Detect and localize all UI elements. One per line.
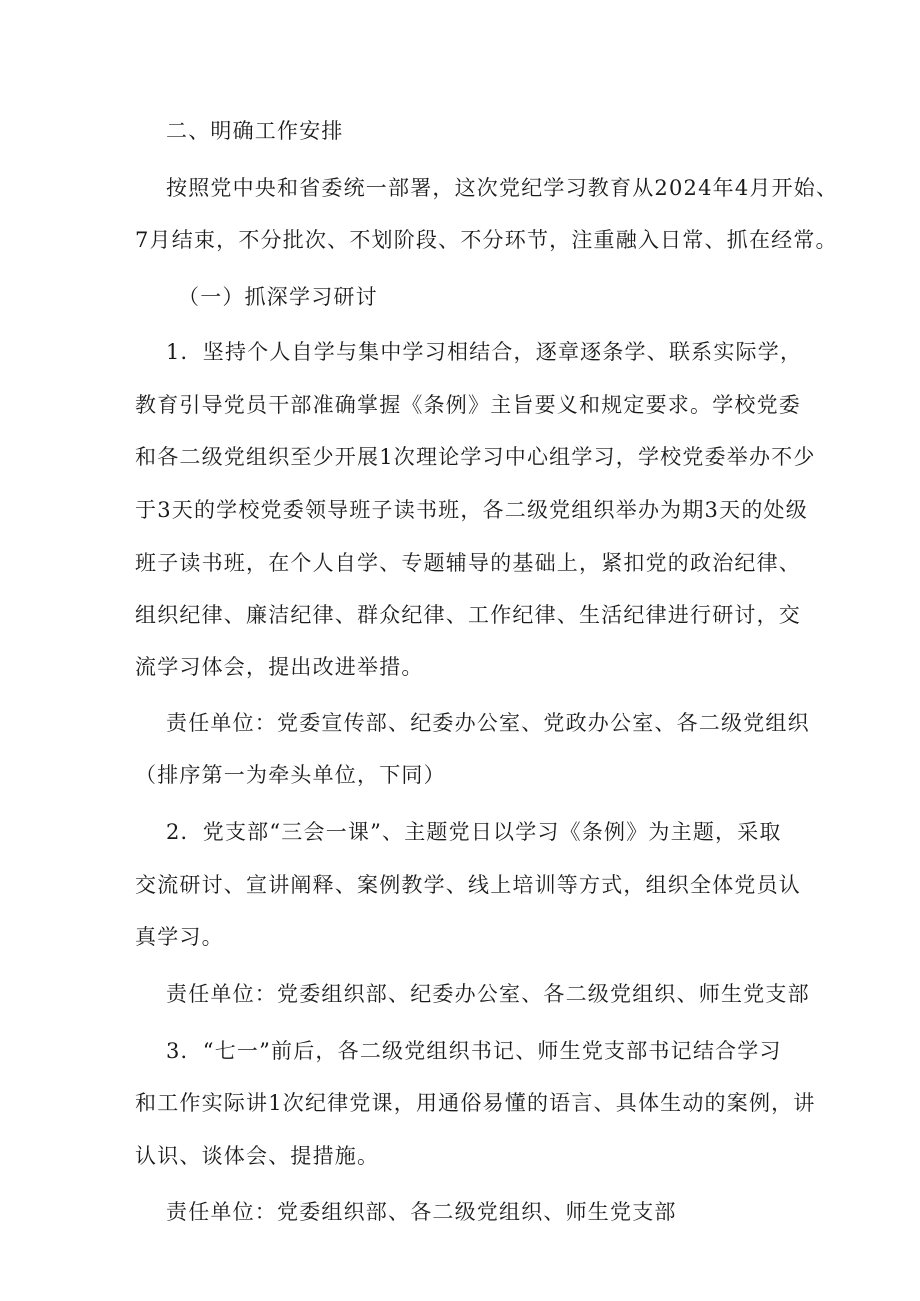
item-1-line: 流学习体会，提出改进举措。 [135, 655, 424, 679]
item-1-line: 组织纪律、廉洁纪律、群众纪律、工作纪律、生活纪律进行研讨，交 [135, 603, 801, 627]
item-3-line: 和工作实际讲1次纪律党课，用通俗易懂的语言、具体生动的案例，讲 [135, 1091, 816, 1115]
intro-line: 7月结束，不分批次、不划阶段、不分环节，注重融入日常、抓在经常。 [135, 228, 838, 252]
item-1-line: 教育引导党员干部准确掌握《条例》主旨要义和规定要求。学校党委 [135, 393, 801, 417]
item-1-line: 班子读书班，在个人自学、专题辅导的基础上，紧扣党的政治纪律、 [135, 551, 801, 575]
item-2-line: 交流研讨、宣讲阐释、案例教学、线上培训等方式，组织全体党员认 [135, 873, 801, 897]
responsibility-line: 责任单位：党委组织部、纪委办公室、各二级党组织、师生党支部 [166, 982, 810, 1006]
item-3-line: 认识、谈体会、提措施。 [135, 1144, 380, 1168]
intro-line: 按照党中央和省委统一部署，这次党纪学习教育从2024年4月开始、 [166, 176, 839, 200]
item-1-line: 于3天的学校党委领导班子读书班，各二级党组织举办为期3天的处级 [135, 498, 808, 522]
item-2-line: 2．党支部“三会一课”、主题党日以学习《条例》为主题，采取 [166, 820, 782, 844]
item-1-line: 1．坚持个人自学与集中学习相结合，逐章逐条学、联系实际学， [166, 340, 803, 364]
section-heading: 二、明确工作安排 [166, 119, 344, 143]
item-1-line: 和各二级党组织至少开展1次理论学习中心组学习，学校党委举办不少 [135, 445, 816, 469]
responsibility-line: 责任单位：党委组织部、各二级党组织、师生党支部 [166, 1200, 677, 1224]
item-3-line: 3．“七一”前后，各二级党组织书记、师生党支部书记结合学习 [166, 1039, 782, 1063]
responsibility-line: 责任单位：党委宣传部、纪委办公室、党政办公室、各二级党组织 [166, 711, 810, 735]
item-2-line: 真学习。 [135, 925, 224, 949]
responsibility-line: （排序第一为牵头单位，下同） [135, 763, 446, 787]
subsection-heading: （一）抓深学习研讨 [178, 285, 378, 309]
